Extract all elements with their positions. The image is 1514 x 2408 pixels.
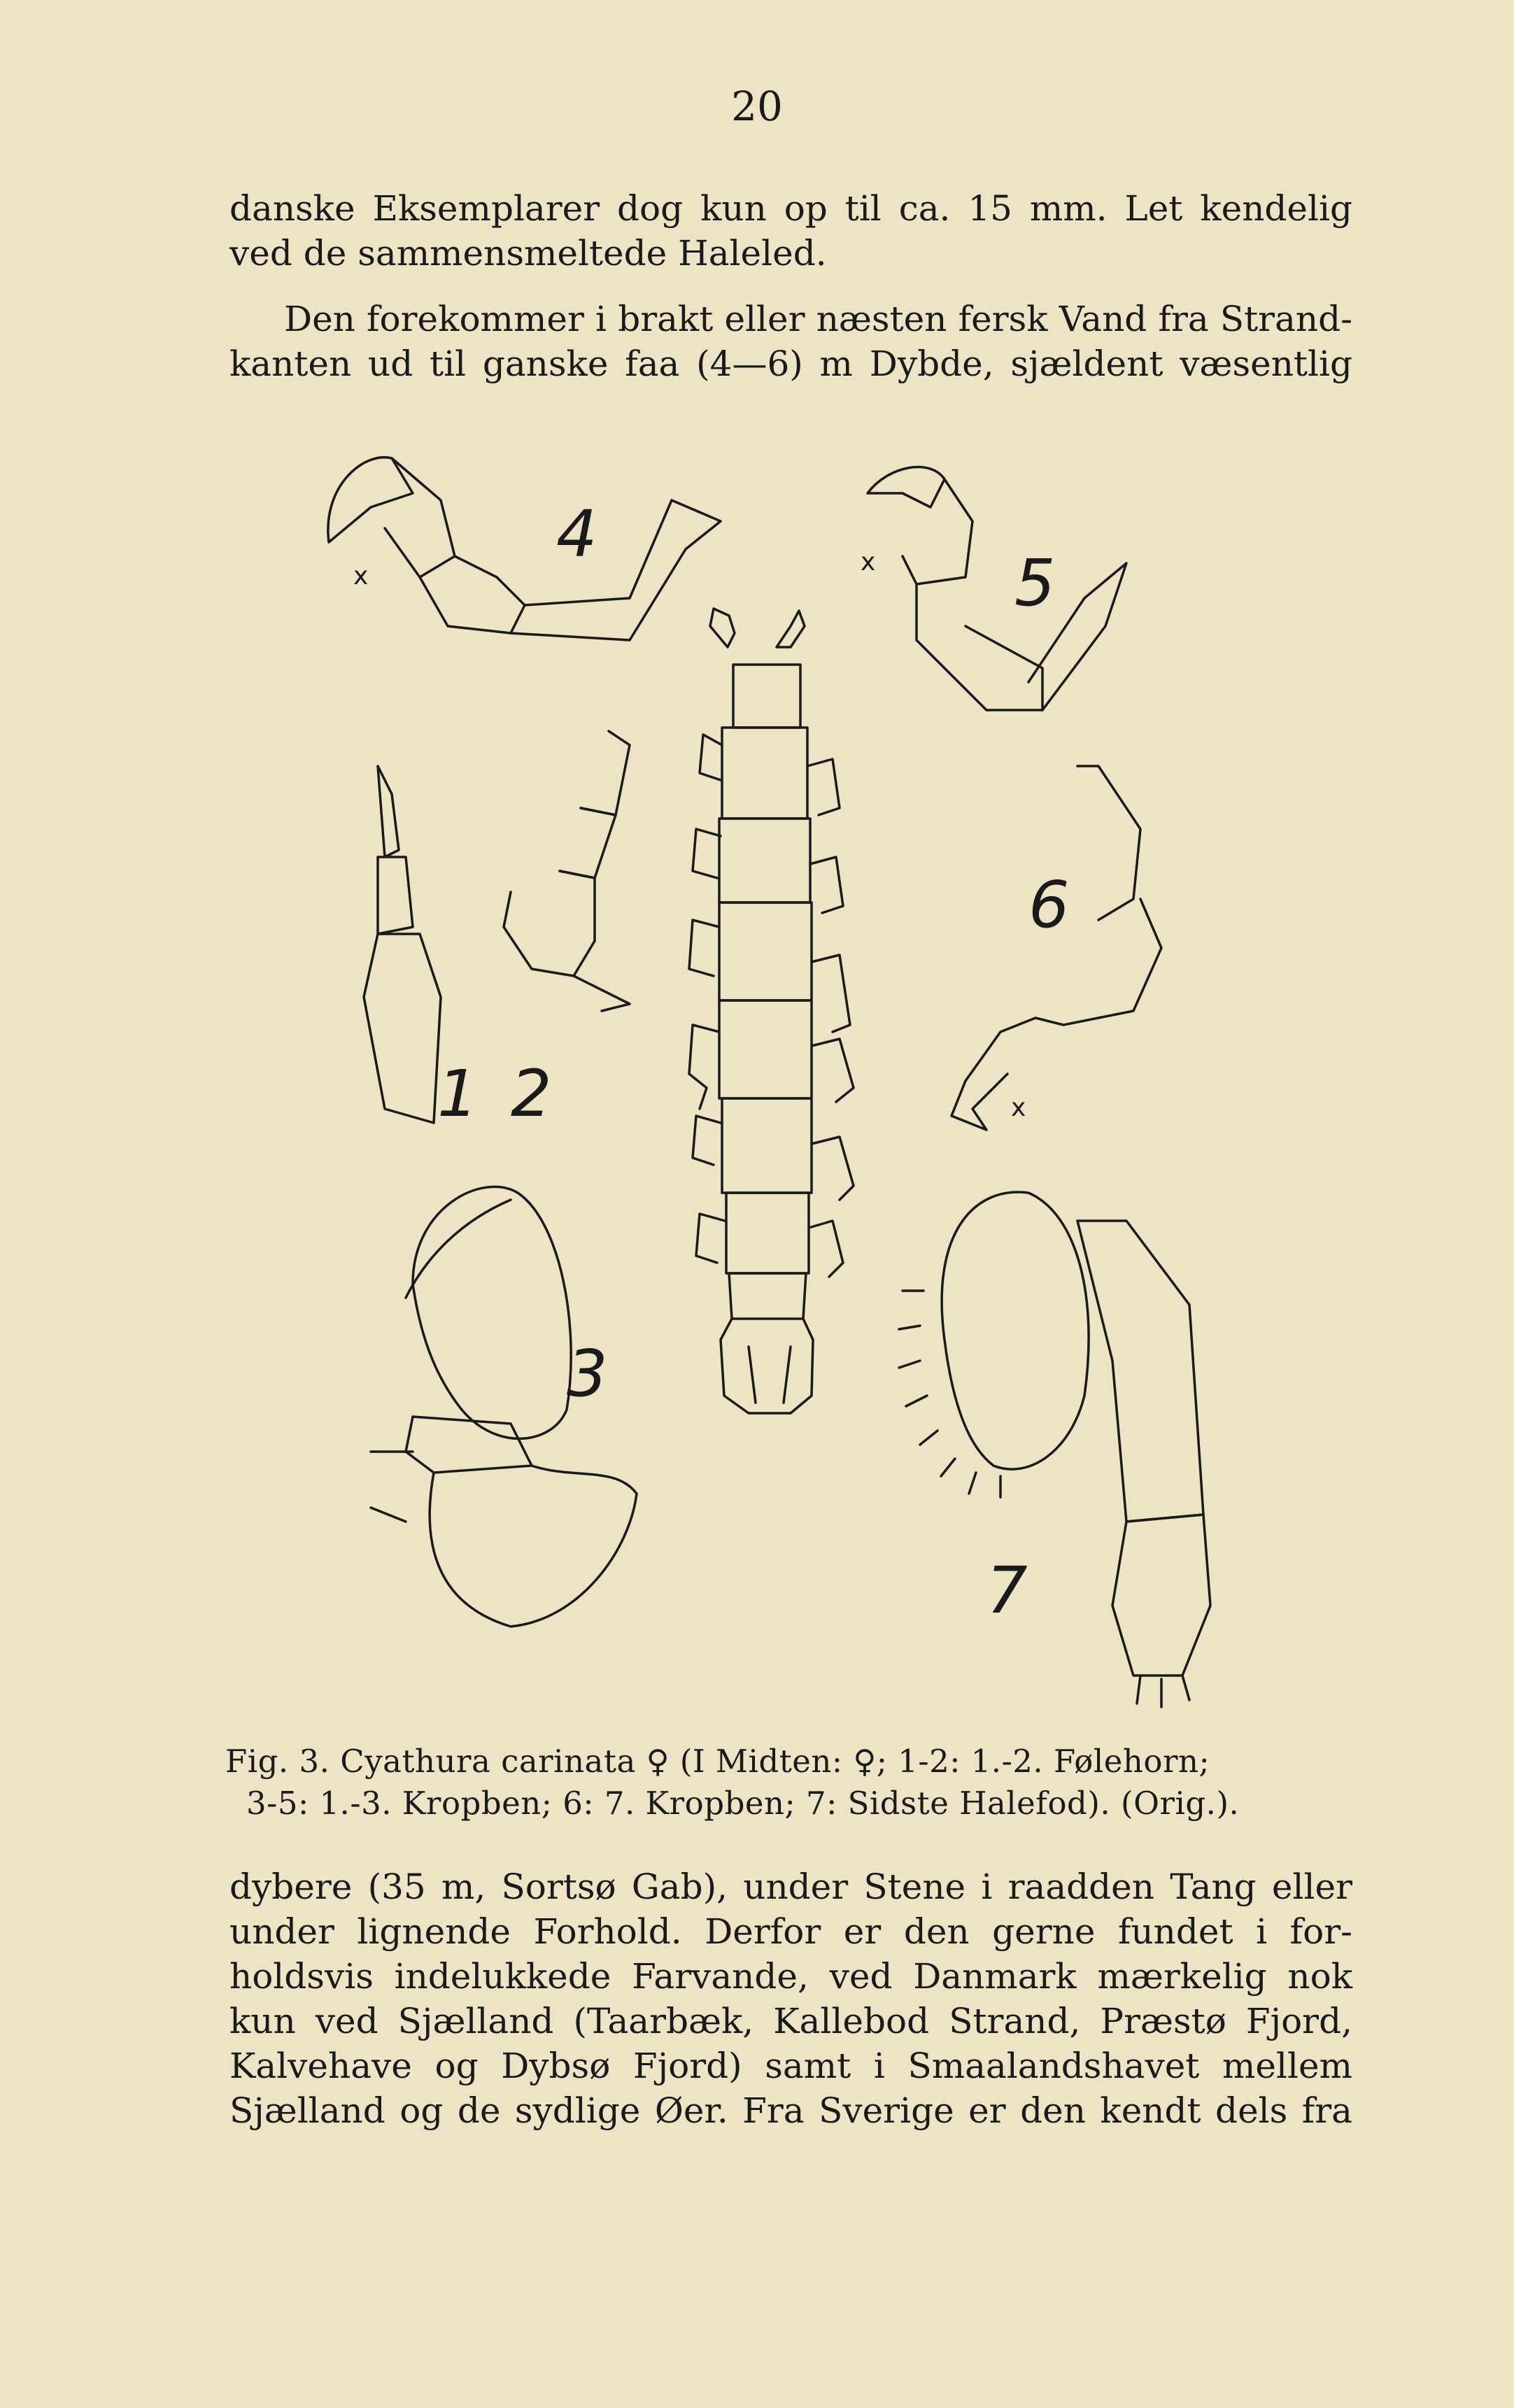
- text-line: kun ved Sjælland (Taarbæk, Kallebod Strand, Præstø Fjord,: [229, 2001, 1352, 2041]
- text-line: holdsvis indelukkede Farvande, ved Danmark mærkelig nok: [229, 1956, 1352, 1997]
- caption-line: Fig. 3. Cyathura carinata ♀ (I Midten: ♀; 1-2: 1.-2. Følehorn;: [225, 1743, 1210, 1780]
- text-line: dybere (35 m, Sortsø Gab), under Stene i raadden Tang eller: [229, 1867, 1352, 1907]
- figure-label-5: 5: [1014, 546, 1056, 621]
- fig-4-leg-drawing: [328, 458, 721, 640]
- figure-label-4: 4: [556, 497, 597, 572]
- figure-label-2: 2: [511, 1056, 552, 1131]
- joint-marker: x: [1011, 1093, 1026, 1122]
- text-line: danske Eksemplarer dog kun op til ca. 15 mm. Let kendelig: [229, 188, 1352, 229]
- page-number: 20: [731, 83, 783, 130]
- central-specimen-drawing: [689, 609, 854, 1413]
- fig-2-antenna-drawing: [504, 731, 630, 1011]
- figure-label-1: 1: [437, 1056, 479, 1131]
- fig-1-antenna-drawing: [364, 766, 441, 1123]
- figure-caption: [225, 1741, 1353, 1825]
- text-line: ved de sammensmeltede Haleled.: [229, 233, 827, 274]
- text-line: under lignende Forhold. Derfor er den gerne fundet i for-: [229, 1911, 1352, 1952]
- text-line: Den forekommer i brakt eller næsten fersk Vand fra Strand-: [284, 299, 1352, 339]
- joint-marker: x: [353, 562, 369, 590]
- figure-label-3: 3: [567, 1336, 608, 1411]
- text-line: kanten ud til ganske faa (4—6) m Dybde, sjældent væsentlig: [229, 344, 1352, 384]
- paragraph-3: [229, 1864, 1352, 2133]
- figure-label-7: 7: [986, 1553, 1028, 1628]
- fig-7-pleopod-drawing: [899, 1192, 1210, 1707]
- figure-label-6: 6: [1028, 867, 1070, 942]
- joint-marker: x: [861, 548, 876, 576]
- paragraph-1: [229, 186, 1352, 276]
- fig-5-leg-drawing: [868, 467, 1126, 710]
- figure-illustration: [301, 416, 1231, 1731]
- figure-plate: [301, 416, 1231, 1731]
- text-line: Sjælland og de sydlige Øer. Fra Sverige er den kendt dels fra: [229, 2090, 1352, 2131]
- fig-6-leg-drawing: [951, 766, 1161, 1130]
- paragraph-2: [229, 297, 1352, 386]
- text-line: Kalvehave og Dybsø Fjord) samt i Smaalandshavet mellem: [229, 2046, 1352, 2086]
- caption-line: 3-5: 1.-3. Kropben; 6: 7. Kropben; 7: Sidste Halefod). (Orig.).: [246, 1785, 1240, 1822]
